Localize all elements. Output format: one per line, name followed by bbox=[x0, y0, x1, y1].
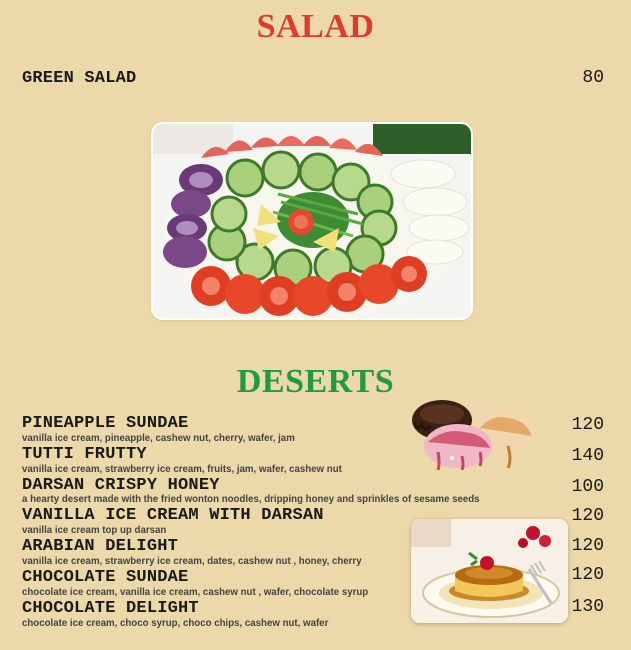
menu-item-description: a hearty desert made with the fried wonton noodles, dripping honey and sprinkles of sesame seeds bbox=[22, 494, 480, 505]
menu-item-description: vanilla ice cream, strawberry ice cream, fruits, jam, wafer, cashew nut bbox=[22, 464, 342, 475]
menu-item-name: CHOCOLATE DELIGHT bbox=[22, 599, 199, 618]
menu-item-description: vanilla ice cream, pineapple, cashew nut, cherry, wafer, jam bbox=[22, 433, 295, 444]
menu-item-description: vanilla ice cream, strawberry ice cream, dates, cashew nut , honey, cherry bbox=[22, 556, 362, 567]
menu-item-name: CHOCOLATE SUNDAE bbox=[22, 568, 189, 587]
menu-item-name: VANILLA ICE CREAM WITH DARSAN bbox=[22, 506, 324, 525]
menu-item-price: 120 bbox=[571, 506, 604, 526]
menu-item-name: DARSAN CRISPY HONEY bbox=[22, 476, 220, 495]
menu-item-price: 140 bbox=[571, 446, 604, 466]
green-salad-photo bbox=[153, 124, 471, 318]
menu-item-name: TUTTI FRUTTY bbox=[22, 445, 147, 464]
menu-item-name: ARABIAN DELIGHT bbox=[22, 537, 179, 556]
salad-section-title: SALAD bbox=[256, 8, 375, 45]
menu-item-price: 120 bbox=[571, 536, 604, 556]
menu-item-price: 120 bbox=[571, 565, 604, 585]
deserts-section-title: DESERTS bbox=[236, 363, 395, 400]
menu-item-description: chocolate ice cream, choco syrup, choco chips, cashew nut, wafer bbox=[22, 618, 329, 629]
caramel-pudding-photo bbox=[411, 519, 568, 623]
menu-item-description: chocolate ice cream, vanilla ice cream, cashew nut , wafer, chocolate syrup bbox=[22, 587, 369, 598]
menu-item-price: 130 bbox=[571, 597, 604, 617]
menu-item-description: vanilla ice cream top up darsan bbox=[22, 525, 167, 536]
menu-item-price: 120 bbox=[571, 415, 604, 435]
ice-cream-scoops-photo bbox=[404, 398, 540, 470]
menu-item-name: GREEN SALAD bbox=[22, 69, 137, 88]
menu-item-price: 100 bbox=[571, 477, 604, 497]
menu-item-price: 80 bbox=[582, 68, 604, 88]
menu-item-name: PINEAPPLE SUNDAE bbox=[22, 414, 189, 433]
